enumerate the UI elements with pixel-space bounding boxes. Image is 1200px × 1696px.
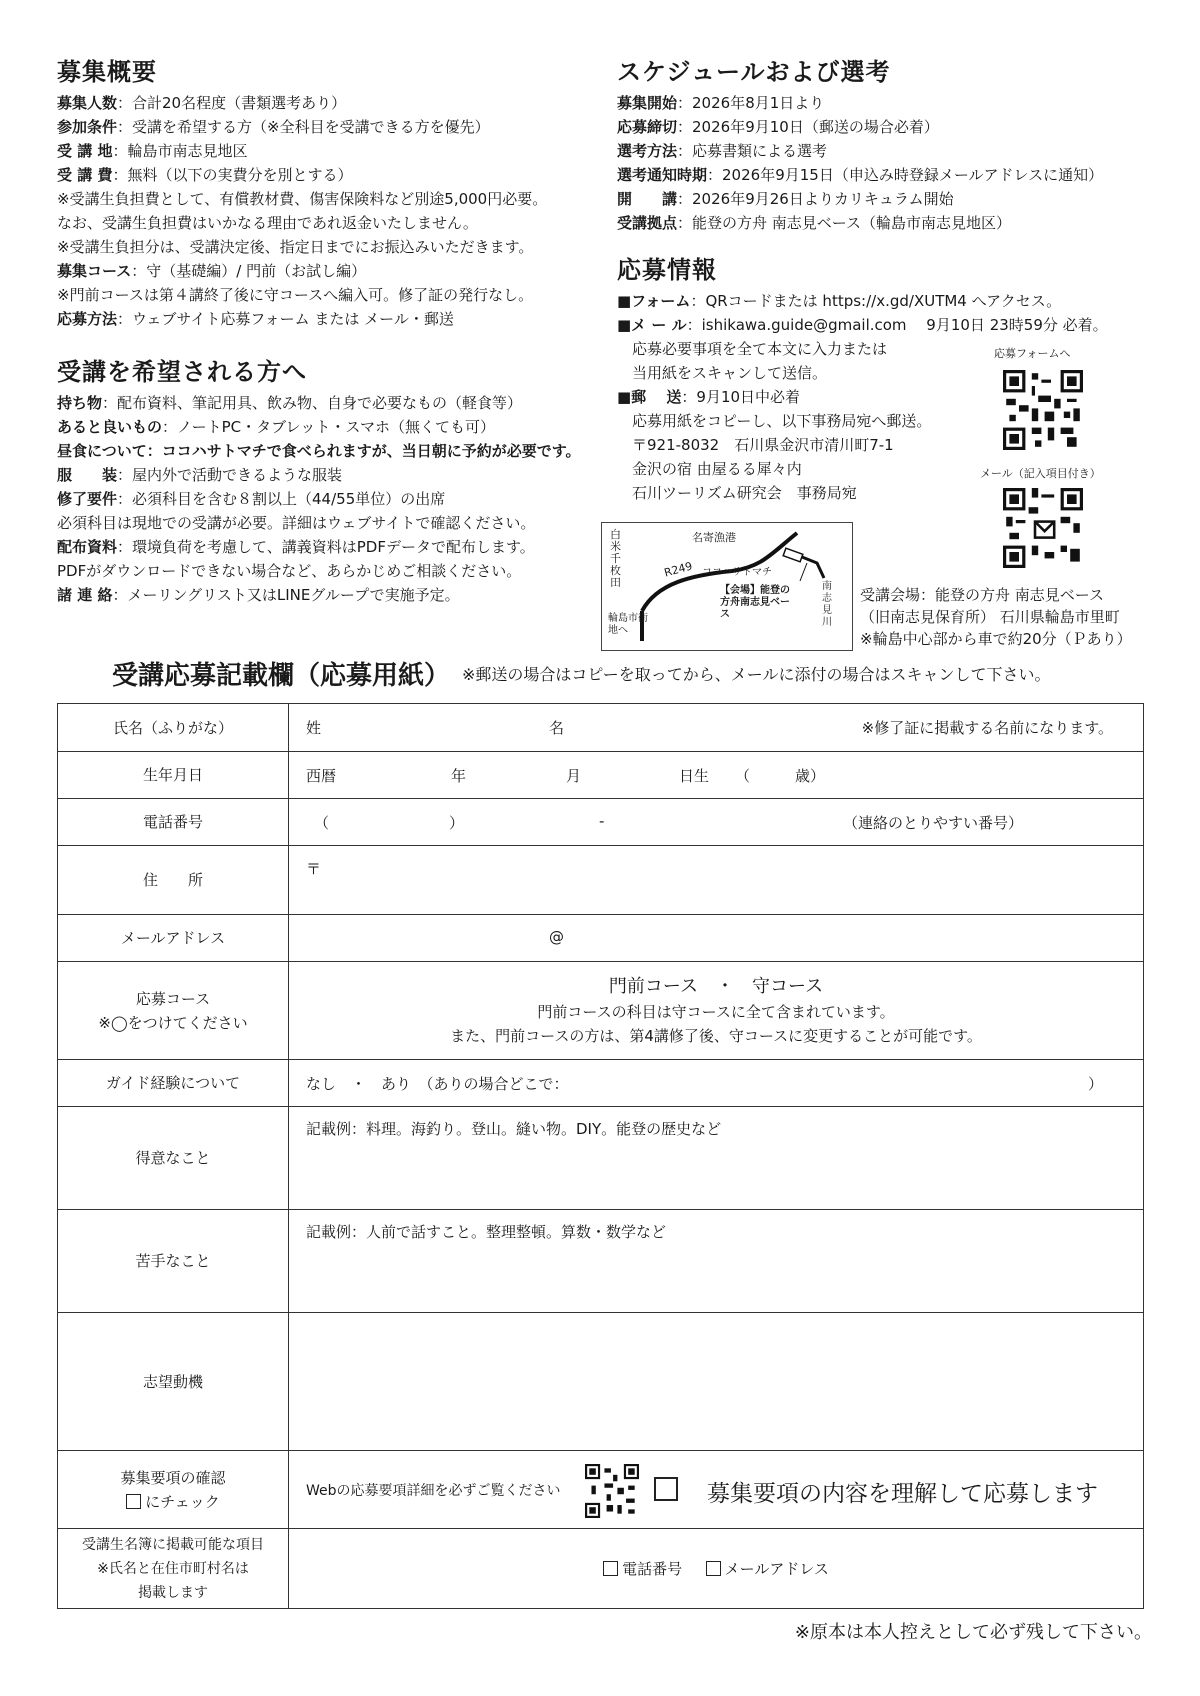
info-line-value: 石川ツーリズム研究会 事務局宛 <box>617 484 857 502</box>
roster-label3: 掲載します <box>138 1584 208 1601</box>
confirm-web: Webの応募要項詳細を必ずご覧ください <box>306 1483 561 1499</box>
info-line-label: ■フォーム <box>617 292 691 310</box>
name-field[interactable] <box>289 704 1144 752</box>
confirm-label-cell <box>58 1451 289 1529</box>
info-line-label: 服 装 <box>57 466 118 484</box>
address-postal: 〒 <box>306 860 322 878</box>
name-mei: 名 <box>549 719 565 737</box>
motive-field[interactable] <box>289 1313 1144 1451</box>
roster-label2: ※氏名と在住市町村名は <box>97 1560 249 1577</box>
roster-phone-checkbox[interactable] <box>603 1561 618 1576</box>
info-line-value: ：能登の方舟 南志見ベース（輪島市南志見地区） <box>677 214 1012 232</box>
info-line-value: ：ウェブサイト応募フォーム または メール・郵送 <box>117 310 454 328</box>
course-note1: 門前コースの科目は守コースに全て含まれています。 <box>537 1002 895 1021</box>
schedule-heading: スケジュールおよび選考 <box>617 58 891 86</box>
guide-heading: 受講を希望される方へ <box>57 358 307 386</box>
recruit-overview <box>57 52 617 331</box>
info-line-value: ：2026年9月26日よりカリキュラム開始 <box>677 190 954 208</box>
confirm-field <box>289 1451 1144 1529</box>
info-line-label: 参加条件 <box>57 118 118 136</box>
info-line-label: 受 講 費 <box>57 166 113 184</box>
info-line-value: なお、受講生負担費はいかなる理由であれ返金いたしません。 <box>57 214 478 232</box>
strong-example: 記載例：料理。海釣り。登山。縫い物。DIY。能登の歴史など <box>306 1120 722 1138</box>
checkbox-icon <box>126 1494 141 1509</box>
info-line-value: 当用紙をスキャンして送信。 <box>617 364 828 382</box>
info-line-label: 受 講 地 <box>57 142 113 160</box>
application-form <box>57 703 1144 1609</box>
roster-field <box>289 1529 1144 1609</box>
info-line-value: ：必須科目を含む８割以上（44/55単位）の出席 <box>117 490 446 508</box>
schedule-section <box>617 52 1177 235</box>
info-line-value: ※門前コースは第４講終了後に守コースへ編入可。修了証の発行なし。 <box>57 286 534 304</box>
qr-mail-icon[interactable] <box>1003 488 1083 568</box>
course-label-cell <box>58 962 289 1060</box>
schedule-rows <box>617 91 1177 235</box>
info-line <box>617 115 1177 139</box>
info-line-label: 選考通知時期 <box>617 166 708 184</box>
guide-section <box>57 352 617 607</box>
info-line-label: あると良いもの <box>57 418 163 436</box>
info-line <box>57 391 617 415</box>
info-line-value: ：2026年9月10日（郵送の場合必着） <box>677 118 939 136</box>
info-line-value: ：屋内外で活動できるような服装 <box>117 466 343 484</box>
confirm-text: 募集要項の内容を理解して応募します <box>707 1481 1098 1507</box>
info-line-label: 持ち物 <box>57 394 103 412</box>
roster-label-cell <box>58 1529 289 1609</box>
birth-label: 生年月日 <box>58 752 289 799</box>
info-line-value: ：環境負荷を考慮して、講義資料はPDFデータで配布します。 <box>117 538 535 556</box>
info-line <box>617 385 1187 409</box>
roster-email-checkbox[interactable] <box>706 1561 721 1576</box>
info-line <box>617 433 1187 457</box>
map-left-label: 白米千枚田 <box>610 528 621 589</box>
info-line <box>57 463 617 487</box>
info-line <box>57 415 617 439</box>
name-sei: 姓 <box>306 719 322 737</box>
info-line <box>57 235 617 259</box>
course-field[interactable] <box>289 962 1144 1060</box>
birth-age: （ 歳） <box>735 767 826 785</box>
birth-day: 日生 <box>679 767 710 785</box>
info-line <box>617 187 1177 211</box>
info-line-value: ：2026年9月15日（申込み時登録メールアドレスに通知） <box>707 166 1104 184</box>
info-line <box>57 487 617 511</box>
info-line <box>57 307 617 331</box>
roster-email: メールアドレス <box>724 1560 829 1578</box>
info-line-label: 応募方法 <box>57 310 118 328</box>
phone-close: ） <box>449 814 465 832</box>
map-venue: 【会場】能登の方舟南志見ベース <box>720 585 790 620</box>
phone-label: 電話番号 <box>58 799 289 846</box>
info-line <box>57 283 617 307</box>
map-road: R249 <box>662 559 694 580</box>
info-line-value: ：輪島市南志見地区 <box>112 142 248 160</box>
venue-line: ※輪島中心部から車で約20分（Ｐあり） <box>860 630 1132 648</box>
guide-label: ガイド経験について <box>58 1060 289 1107</box>
strong-label: 得意なこと <box>58 1107 289 1210</box>
info-line <box>617 139 1177 163</box>
info-line-label: 選考方法 <box>617 142 678 160</box>
venue-line: （旧南志見保育所） 石川県輪島市里町 <box>860 608 1120 626</box>
info-line-label: 配布資料 <box>57 538 118 556</box>
info-line-value: ※受講生負担費として、有償教材費、傷害保険料など別途5,000円必要。 <box>57 190 548 208</box>
course-note2: また、門前コースの方は、第4講修了後、守コースに変更することが可能です。 <box>450 1026 982 1045</box>
strong-field[interactable] <box>289 1107 1144 1210</box>
form-title: 受講応募記載欄（応募用紙） <box>112 661 451 691</box>
name-label: 氏名（ふりがな） <box>58 704 289 752</box>
email-at: @ <box>549 928 564 946</box>
map-place: ココハサトマチ <box>702 567 772 578</box>
apply-heading: 応募情報 <box>617 256 717 284</box>
motive-label: 志望動機 <box>58 1313 289 1451</box>
phone-open: （ <box>314 814 330 832</box>
info-line <box>57 559 617 583</box>
info-line <box>57 139 617 163</box>
info-line-value: ：配布資料、筆記用具、飲み物、自身で必要なもの（軽食等） <box>102 394 523 412</box>
info-line-value: ：合計20名程度（書類選考あり） <box>117 94 347 112</box>
info-line <box>617 91 1177 115</box>
guide-field[interactable] <box>289 1060 1144 1107</box>
info-line-value: ：2026年8月1日より <box>677 94 825 112</box>
info-line-value: ※受講生負担分は、受講決定後、指定日までにお振込みいただきます。 <box>57 238 534 256</box>
info-line-value: ：受講を希望する方（※全科目を受講できる方を優先） <box>117 118 490 136</box>
info-line-value: 応募用紙をコピーし、以下事務局宛へ郵送。 <box>617 412 932 430</box>
info-line-label: 応募締切 <box>617 118 678 136</box>
info-line <box>617 211 1177 235</box>
address-field[interactable] <box>289 846 1144 915</box>
name-note: ※修了証に掲載する名前になります。 <box>861 719 1113 737</box>
info-line <box>617 289 1187 313</box>
email-field[interactable] <box>289 915 1144 962</box>
info-line <box>57 259 617 283</box>
weak-label: 苦手なこと <box>58 1210 289 1313</box>
info-line <box>617 337 1187 361</box>
map-river: 南志見川 <box>822 581 832 628</box>
qr-code-icon[interactable] <box>1003 370 1083 450</box>
info-line-value: PDFがダウンロードできない場合など、あらかじめご相談ください。 <box>57 562 522 580</box>
info-line-label: 諸 連 絡 <box>57 586 113 604</box>
info-line <box>57 439 617 463</box>
info-line-value: ：メーリングリスト又はLINEグループで実施予定。 <box>112 586 460 604</box>
info-line-label: 修了要件 <box>57 490 118 508</box>
phone-dash: - <box>599 812 605 830</box>
recruit-rows <box>57 91 617 331</box>
info-line <box>617 409 1187 433</box>
info-line <box>57 535 617 559</box>
weak-field[interactable] <box>289 1210 1144 1313</box>
info-line-label: ■メ ー ル <box>617 316 687 334</box>
phone-field[interactable] <box>289 799 1144 846</box>
info-line <box>57 187 617 211</box>
info-line <box>57 115 617 139</box>
info-line-value: ：ishikawa.guide@gmail.com 9月10日 23時59分 必着。 <box>686 316 1108 334</box>
info-line-value: 応募必要事項を全て本文に入力または <box>617 340 888 358</box>
qr2-caption: メール（記入項目付き） <box>980 467 1101 480</box>
info-line-label: 受講拠点 <box>617 214 678 232</box>
map-port: 名寄漁港 <box>692 531 736 544</box>
access-map <box>601 522 853 651</box>
confirm-label1: 募集要項の確認 <box>120 1468 226 1487</box>
qr1-caption: 応募フォームへ <box>994 347 1071 360</box>
guide-value: なし ・ あり （ありの場合どこで： <box>306 1075 569 1093</box>
birth-field[interactable] <box>289 752 1144 799</box>
venue-line: 受講会場：能登の方舟 南志見ベース <box>860 586 1105 604</box>
recruit-heading: 募集概要 <box>57 58 157 86</box>
course-label2: ※◯をつけてください <box>98 1013 248 1032</box>
venue-info <box>860 584 1132 650</box>
info-line-value: ：9月10日中必着 <box>681 388 801 406</box>
info-line <box>617 457 1187 481</box>
guide-close: ） <box>1087 1075 1103 1093</box>
info-line-value: 必須科目は現地での受講が必要。詳細はウェブサイトで確認ください。 <box>57 514 536 532</box>
phone-note: （連絡のとりやすい番号） <box>842 814 1023 832</box>
course-label: 応募コース <box>135 989 211 1008</box>
info-line-label: 募集コース <box>57 262 132 280</box>
info-line-label: 募集人数 <box>57 94 118 112</box>
address-label: 住 所 <box>58 846 289 915</box>
apply-section <box>617 250 1187 505</box>
form-note: ※郵送の場合はコピーを取ってから、メールに添付の場合はスキャンして下さい。 <box>462 665 1051 684</box>
confirm-checkbox[interactable] <box>654 1477 678 1501</box>
info-line <box>617 313 1187 337</box>
info-line <box>617 163 1177 187</box>
info-line-value: 〒921-8032 石川県金沢市清川町7-1 <box>617 436 894 454</box>
birth-year: 年 <box>451 767 467 785</box>
info-line-value: ：ノートPC・タブレット・スマホ（無くても可） <box>162 418 496 436</box>
birth-month: 月 <box>566 767 582 785</box>
info-line-label: ■郵 送 <box>617 388 682 406</box>
info-line-value: ：QRコードまたは https://x.gd/XUTM4 へアクセス。 <box>690 292 1062 310</box>
info-line <box>57 163 617 187</box>
info-line <box>617 361 1187 385</box>
footer-note: ※原本は本人控えとして必ず残して下さい。 <box>794 1622 1152 1643</box>
info-line-value: 金沢の宿 由屋るる犀々内 <box>617 460 802 478</box>
apply-rows <box>617 289 1187 505</box>
email-label: メールアドレス <box>58 915 289 962</box>
info-line-value: ：無料（以下の実費分を別とする） <box>112 166 353 184</box>
info-line-value: ：守（基礎編）/ 門前（お試し編） <box>131 262 367 280</box>
info-line <box>57 583 617 607</box>
roster-phone: 電話番号 <box>622 1560 683 1578</box>
course-options[interactable]: 門前コース ・ 守コース <box>608 975 824 997</box>
info-line <box>617 481 1187 505</box>
weak-example: 記載例：人前で話すこと。整理整頓。算数・数学など <box>306 1223 667 1241</box>
info-line <box>57 211 617 235</box>
info-line <box>57 91 617 115</box>
info-line <box>57 511 617 535</box>
confirm-label2: にチェック <box>145 1492 220 1511</box>
info-line-label: 募集開始 <box>617 94 678 112</box>
guide-rows <box>57 391 617 607</box>
map-bottom-left: 輪島市街地へ <box>608 613 648 636</box>
birth-seireki: 西暦 <box>306 767 337 785</box>
roster-label1: 受講生名簿に掲載可能な項目 <box>82 1536 264 1553</box>
qr-guidelines-icon[interactable] <box>585 1464 639 1518</box>
info-line-label: 昼食について：ココハサトマチで食べられますが、当日朝に予約が必要です。 <box>57 442 581 460</box>
info-line-label: 開 講 <box>617 190 678 208</box>
info-line-value: ：応募書類による選考 <box>677 142 828 160</box>
